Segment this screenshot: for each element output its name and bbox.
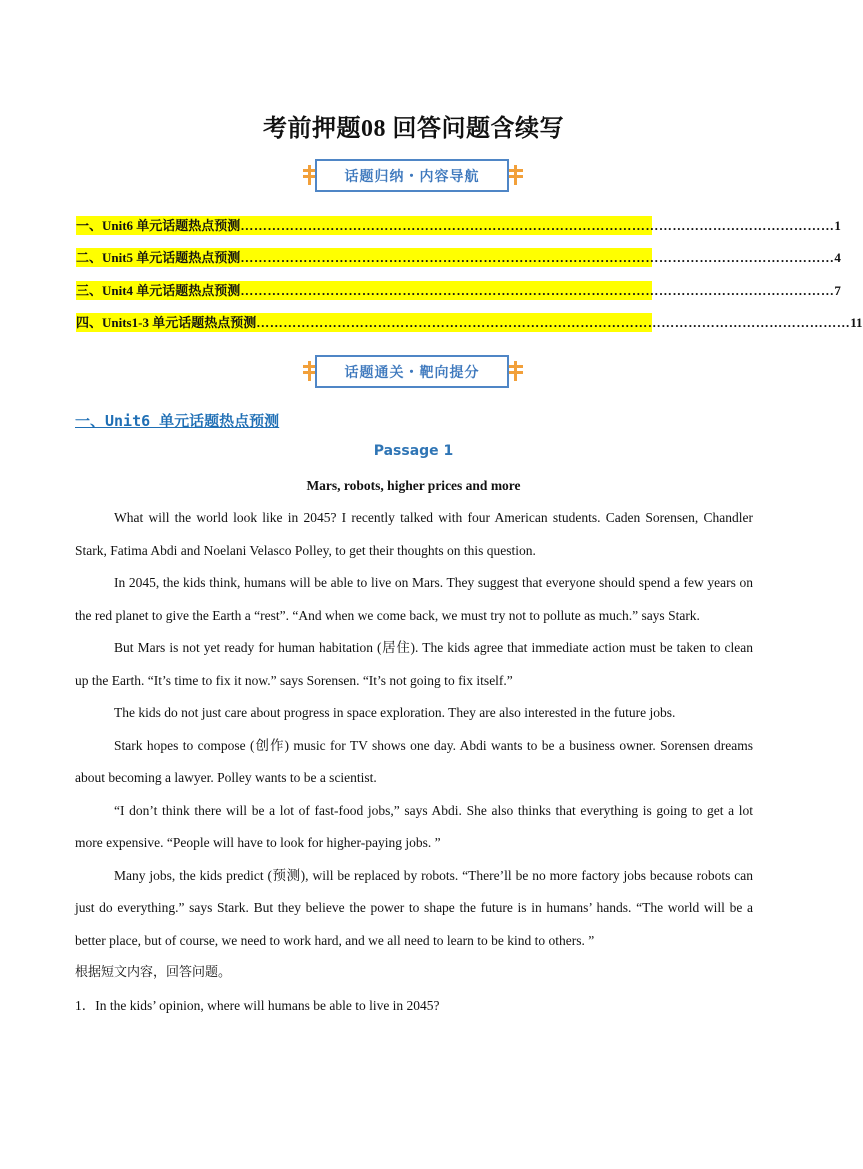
toc-entry-label: 一、Unit6 单元话题热点预测 bbox=[76, 218, 241, 233]
question-1: 1．In the kids’ opinion, where will humans be able to live in 2045? bbox=[75, 997, 440, 1013]
toc-leader-dots: …………………………………………………………………………………………………………………… bbox=[240, 283, 835, 298]
paragraph: Stark hopes to compose (创作) music for TV shows one day. Abdi wants to be a business owner. Sorensen dreams about becoming a lawyer. Polley wants to be a scientist. bbox=[75, 737, 753, 785]
paragraph: “I don’t think there will be a lot of fast-food jobs,” says Abdi. She also thinks that everything is going to get a lot more expensive. “People will have to look for higher-paying jobs. ” bbox=[75, 802, 753, 850]
banner-label: 话题通关・靶向提分 bbox=[315, 355, 509, 388]
toc-entry-4[interactable] bbox=[76, 313, 863, 332]
article-title: Mars, robots, higher prices and more bbox=[306, 478, 521, 493]
banner-label: 话题归纳・内容导航 bbox=[315, 159, 509, 192]
page-title: 考前押题08 回答问题含续写 bbox=[263, 116, 564, 142]
toc-page-number: 11 bbox=[850, 315, 863, 330]
toc-entry-label: 三、Unit4 单元话题热点预测 bbox=[76, 283, 241, 298]
toc-entry-3[interactable] bbox=[76, 281, 841, 300]
content-nav-banner bbox=[303, 157, 523, 197]
paragraph: What will the world look like in 2045? I recently talked with four American students. Caden Sorensen, Chandler Stark, Fatima Abdi and Noelani Velasco Polley, to get their thoughts on this question. bbox=[75, 510, 753, 558]
banner-right-ornament-icon bbox=[509, 169, 523, 181]
paragraph: Many jobs, the kids predict (预测), will be replaced by robots. “There’ll be no more factory jobs because robots can just do everything.” says Stark. But they believe the power to shape the future is in humans’ hands. “The world will be a better place, but of course, we need to work hard, and we all need to learn to be kind to others. ” bbox=[75, 867, 753, 948]
passage-label: Passage 1 bbox=[373, 443, 454, 459]
banner-right-ornament-icon bbox=[509, 365, 523, 377]
toc-page-number: 1 bbox=[834, 218, 841, 233]
article-body bbox=[75, 502, 753, 1022]
section-heading-link[interactable]: 一、Unit6 单元话题热点预测 bbox=[75, 412, 280, 430]
instruction: 根据短文内容，回答问题。 bbox=[75, 965, 232, 980]
paragraph: In 2045, the kids think, humans will be able to live on Mars. They suggest that everyone should spend a few years on the red planet to give the Earth a “rest”. “And when we come back, we must try not to pollute as much.” says Stark. bbox=[75, 575, 753, 623]
paragraph: The kids do not just care about progress in space exploration. They are also interested in the future jobs. bbox=[114, 705, 676, 720]
toc-entry-2[interactable] bbox=[76, 248, 841, 267]
paragraph: But Mars is not yet ready for human habitation (居住). The kids agree that immediate action must be taken to clean up the Earth. “It’s time to fix it now.” says Sorensen. “It’s not going to fix itself.” bbox=[75, 640, 753, 688]
toc-entry-label: 二、Unit5 单元话题热点预测 bbox=[76, 250, 241, 265]
practice-banner bbox=[303, 353, 523, 393]
toc-leader-dots: …………………………………………………………………………………………………………………… bbox=[240, 250, 835, 265]
toc-page-number: 4 bbox=[834, 250, 841, 265]
toc-leader-dots: …………………………………………………………………………………………………………………… bbox=[240, 218, 835, 233]
toc-entry-1[interactable] bbox=[76, 216, 841, 235]
toc-leader-dots: …………………………………………………………………………………………………………………… bbox=[256, 315, 851, 330]
toc-page-number: 7 bbox=[834, 283, 841, 298]
toc-entry-label: 四、Units1-3 单元话题热点预测 bbox=[76, 315, 257, 330]
